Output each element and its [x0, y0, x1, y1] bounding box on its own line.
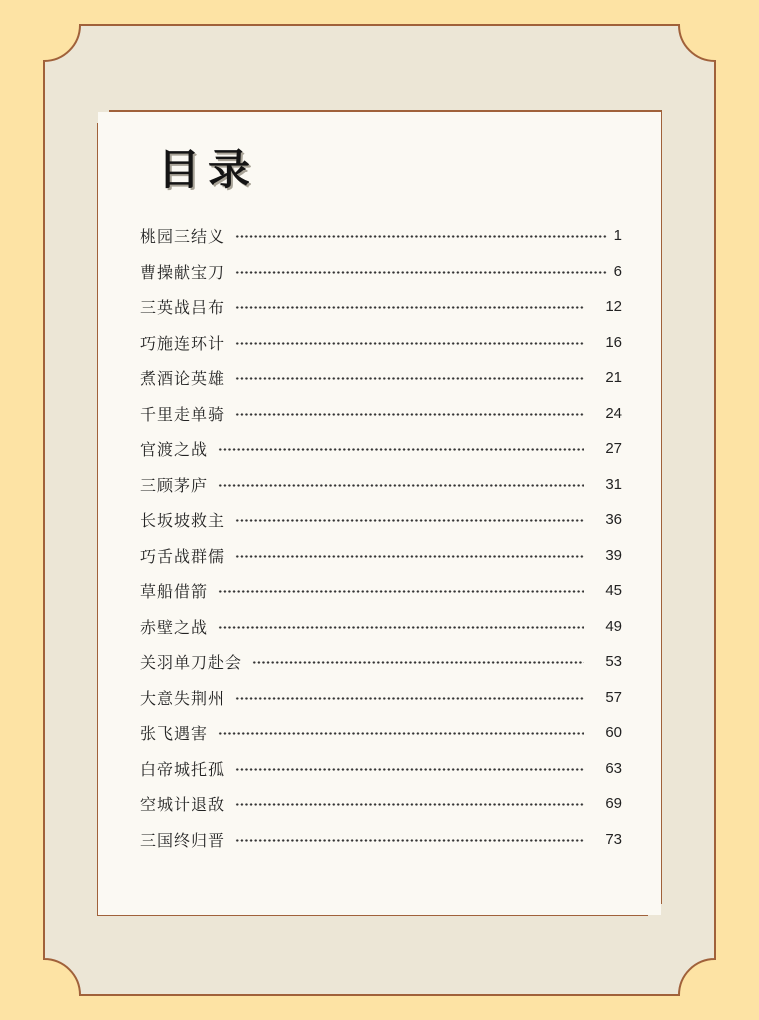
toc-entry-title: 长坂坡救主	[140, 511, 226, 531]
toc-entry[interactable]	[140, 325, 622, 361]
toc-entry-page-number: 49	[605, 617, 622, 635]
toc-entry-title: 桃园三结义	[140, 227, 226, 247]
toc-dot-leader	[218, 590, 584, 593]
toc-entry-title: 三国终归晋	[140, 830, 226, 850]
toc-entry-page-number: 27	[605, 440, 622, 458]
toc-entry-title: 空城计退敌	[140, 795, 226, 815]
toc-entry-title: 张飞遇害	[140, 724, 209, 744]
toc-entry-page-number: 57	[605, 688, 622, 706]
toc-dot-leader	[235, 413, 584, 416]
toc-entry-page-number: 36	[605, 511, 622, 529]
toc-entry[interactable]	[140, 467, 622, 503]
toc-entry-title: 赤壁之战	[140, 617, 209, 637]
toc-entry-title: 草船借箭	[140, 582, 209, 602]
toc-entry-title: 千里走单骑	[140, 404, 226, 424]
toc-entry-page-number: 39	[605, 546, 622, 564]
toc-entry-title: 官渡之战	[140, 440, 209, 460]
toc-entry-title: 三英战吕布	[140, 298, 226, 318]
toc-entry-title: 巧舌战群儒	[140, 546, 226, 566]
toc-entry[interactable]	[140, 360, 622, 396]
toc-dot-leader	[235, 342, 584, 345]
toc-entry-page-number: 69	[605, 795, 622, 813]
toc-entry[interactable]	[140, 396, 622, 432]
toc-entry-page-number: 6	[613, 262, 622, 280]
toc-entry[interactable]	[140, 751, 622, 787]
toc-entry-title: 三顾茅庐	[140, 475, 209, 495]
toc-dot-leader	[235, 519, 584, 522]
toc-entry-page-number: 1	[613, 227, 622, 245]
toc-entry-page-number: 21	[605, 369, 622, 387]
toc-dot-leader	[235, 768, 584, 771]
toc-entry[interactable]	[140, 609, 622, 645]
toc-entry-page-number: 73	[605, 830, 622, 848]
toc-entry-page-number: 60	[605, 724, 622, 742]
toc-entry-page-number: 63	[605, 759, 622, 777]
toc-entry[interactable]	[140, 538, 622, 574]
toc-entry[interactable]	[140, 715, 622, 751]
toc-dot-leader	[235, 803, 584, 806]
table-of-contents	[140, 218, 622, 857]
toc-entry-title: 煮酒论英雄	[140, 369, 226, 389]
toc-entry-page-number: 53	[605, 653, 622, 671]
toc-entry[interactable]	[140, 289, 622, 325]
page-title: 目录	[158, 145, 259, 194]
toc-entry-title: 关羽单刀赴会	[140, 653, 243, 673]
toc-entry[interactable]	[140, 680, 622, 716]
toc-dot-leader	[235, 555, 584, 558]
toc-dot-leader	[218, 448, 584, 451]
toc-dot-leader	[218, 626, 584, 629]
toc-dot-leader	[235, 697, 584, 700]
toc-entry-page-number: 16	[605, 333, 622, 351]
toc-dot-leader	[235, 377, 584, 380]
toc-entry-page-number: 45	[605, 582, 622, 600]
toc-entry[interactable]	[140, 254, 622, 290]
toc-dot-leader	[235, 271, 608, 274]
toc-entry[interactable]	[140, 218, 622, 254]
toc-dot-leader	[235, 839, 584, 842]
toc-entry-page-number: 31	[605, 475, 622, 493]
toc-dot-leader	[218, 484, 584, 487]
toc-entry-title: 巧施连环计	[140, 333, 226, 353]
toc-entry[interactable]	[140, 644, 622, 680]
toc-dot-leader	[218, 732, 584, 735]
toc-dot-leader	[235, 235, 608, 238]
toc-dot-leader	[235, 306, 584, 309]
toc-entry-page-number: 12	[605, 298, 622, 316]
toc-dot-leader	[252, 661, 584, 664]
toc-entry[interactable]	[140, 822, 622, 858]
toc-entry[interactable]	[140, 573, 622, 609]
toc-entry-title: 曹操献宝刀	[140, 262, 226, 282]
toc-entry-title: 白帝城托孤	[140, 759, 226, 779]
toc-entry-page-number: 24	[605, 404, 622, 422]
toc-entry[interactable]	[140, 502, 622, 538]
toc-entry[interactable]	[140, 431, 622, 467]
toc-entry[interactable]	[140, 786, 622, 822]
toc-entry-title: 大意失荆州	[140, 688, 226, 708]
